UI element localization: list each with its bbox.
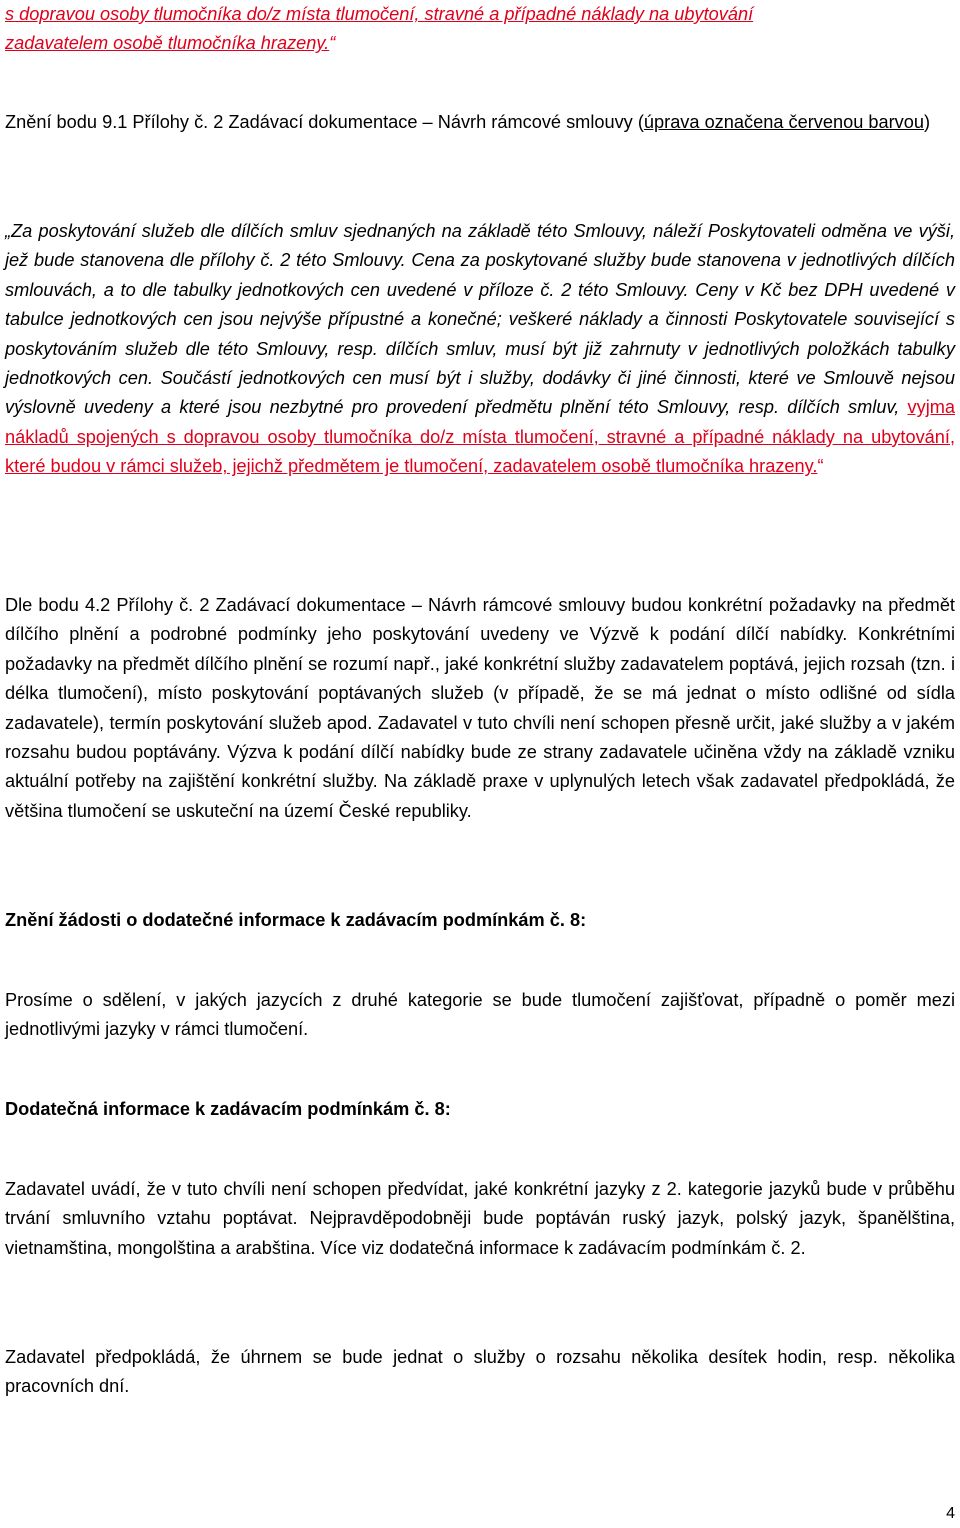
red-note: úprava označena červenou barvou xyxy=(643,112,924,132)
answer-text-2: Zadavatel předpokládá, že úhrnem se bude jednat o služby o rozsahu několika desítek hodin, resp. několika pracovních dní. xyxy=(5,1347,955,1397)
request-text: Prosíme o sdělení, v jakých jazycích z druhé kategorie se bude tlumočení zajišťovat, případně o poměr mezi jednotlivými jazyky v rámci tlumočení. xyxy=(5,990,955,1040)
close-quote: “ xyxy=(817,456,824,477)
top-fragment-line1: s dopravou osoby tlumočníka do/z místa tlumočení, stravné a případné náklady na ubytování xyxy=(5,4,754,24)
quoted-paragraph-red-text: vyjma nákladů spojených s dopravou osoby tlumočníka do/z místa tlumočení, stravné a případné náklady na ubytování, které budou v rámci služeb, jejichž předmětem je tlumočení, zadavatelem osobě tlumočníka hrazeny. xyxy=(5,397,955,477)
top-fragment-close-quote: “ xyxy=(329,33,336,54)
paren-open: ( xyxy=(632,112,644,132)
request-heading: Znění žádosti o dodatečné informace k zadávacím podmínkám č. 8: xyxy=(5,910,587,930)
quoted-paragraph-text: Za poskytování služeb dle dílčích smluv sjednaných na základě této Smlouvy, náleží Poskytovateli odměna ve výši, jež bude stanovena dle přílohy č. 2 této Smlouvy. Cena za poskytované služby bude stanovena v jednotlivých dílčích smlouvách, a to dle tabulky jednotkových cen uvedené v příloze č. 2 této Smlouvy. Ceny v Kč bez DPH uvedené v tabulce jednotkových cen jsou nejvýše přípustné a konečné; veškeré náklady a činnosti Poskytovatele související s poskytováním služeb dle této Smlouvy, resp. dílčích smluv, musí být již zahrnuty v jednotlivých položkách tabulky jednotkových cen. Součástí jednotkových cen musí být i služby, dodávky či jiné činnosti, které ve Smlouvě nejsou výslovně uvedeny a které jsou nezbytné pro provedení předmětu plnění této Smlouvy, resp. dílčích smluv, xyxy=(5,221,955,418)
page-number: 4 xyxy=(946,1505,955,1522)
open-quote: „ xyxy=(5,221,12,241)
paren-close: ) xyxy=(923,112,931,132)
paragraph-bod-42: Dle bodu 4.2 Přílohy č. 2 Zadávací dokumentace – Návrh rámcové smlouvy budou konkrétní požadavky na předmět dílčího plnění a podrobné podmínky jeho poskytování uvedeny ve Výzvě k podání dílčí nabídky. Konkrétními požadavky na předmět dílčího plnění se rozumí např., jaké konkrétní služby zadavatelem poptává, jejich rozsah (tzn. i délka tlumočení), místo poskytování poptávaných služeb (v případě, že se má jednat o místo odlišné od sídla zadavatele), termín poskytování služeb apod. Zadavatel v tuto chvíli není schopen přesně určit, jaké služby a v jakém rozsahu budou poptávány. Výzva k podání dílčí nabídky bude ze strany zadavatele učiněna vždy na základě vzniku aktuální potřeby na zajištění konkrétní služby. Na základě praxe v uplynulých letech však zadavatel předpokládá, že většina tlumočení se uskuteční na území České republiky. xyxy=(5,595,955,821)
top-fragment xyxy=(5,0,955,59)
answer-heading: Dodatečná informace k zadávacím podmínkám č. 8: xyxy=(5,1099,451,1119)
section-bod-91-heading xyxy=(5,108,955,137)
section-bod-91-title: Znění bodu 9.1 Přílohy č. 2 Zadávací dokumentace – Návrh rámcové smlouvy xyxy=(5,112,633,132)
answer-text-1: Zadavatel uvádí, že v tuto chvíli není schopen předvídat, jaké konkrétní jazyky z 2. kategorie jazyků bude v průběhu trvání smluvního vztahu poptávat. Nejpravděpodobněji bude poptáván ruský jazyk, polský jazyk, španělština, vietnamština, mongolština a arabština. Více viz dodatečná informace k zadávacím podmínkám č. 2. xyxy=(5,1179,955,1258)
quoted-paragraph xyxy=(5,217,955,482)
top-fragment-line2: zadavatelem osobě tlumočníka hrazeny. xyxy=(5,33,330,54)
